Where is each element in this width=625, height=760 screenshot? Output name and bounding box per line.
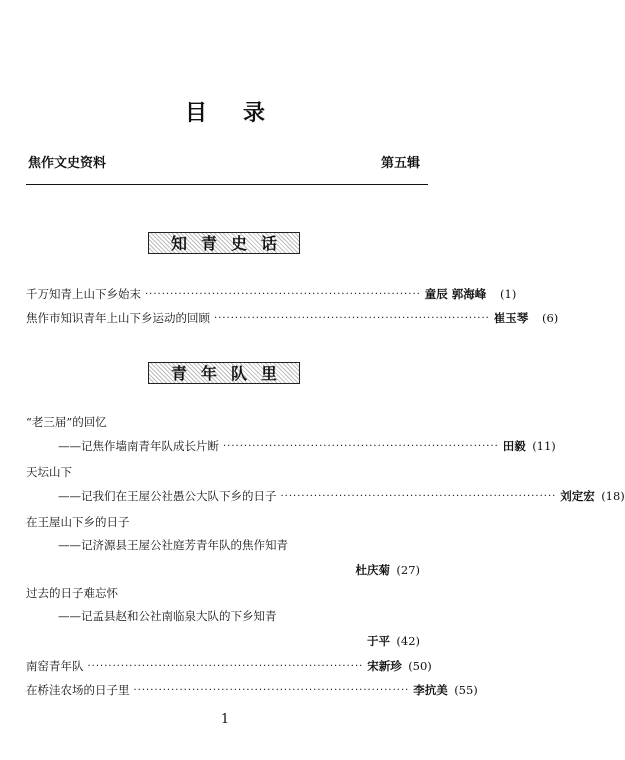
toc-entry[interactable] xyxy=(26,308,559,328)
entry-title[interactable]: “老三届”的回忆 xyxy=(26,415,107,429)
entry-subtitle: ——记我们在王屋公社愚公大队下乡的日子 xyxy=(58,489,277,503)
entry-author: 童辰 郭海峰 xyxy=(424,287,487,301)
entry-page: (11) xyxy=(532,439,556,453)
toc-entry[interactable] xyxy=(26,656,432,676)
entry-title[interactable]: 过去的日子难忘怀 xyxy=(26,586,118,600)
page-number: 1 xyxy=(220,712,230,727)
entry-title[interactable]: 在王屋山下乡的日子 xyxy=(26,515,130,529)
leader-dots: ·································································· xyxy=(280,490,557,502)
section-heading-banner: 青年队里 xyxy=(148,362,300,384)
toc-entry[interactable] xyxy=(26,284,517,304)
entry-author: 刘定宏 xyxy=(560,489,595,503)
leader-dots: ·································································· xyxy=(214,312,490,324)
entry-author: 崔玉琴 xyxy=(493,311,529,325)
entry-page: (42) xyxy=(396,634,420,648)
entry-page: (18) xyxy=(601,489,625,503)
entry-page: (27) xyxy=(396,563,420,577)
entry-title: 千万知青上山下乡始末 xyxy=(26,287,141,301)
entry-title: 在桥洼农场的日子里 xyxy=(26,683,130,697)
section-heading-banner: 知青史话 xyxy=(148,232,300,254)
entry-author: 宋新珍 xyxy=(367,659,402,673)
entry-subtitle: ——记孟县赵和公社南临泉大队的下乡知青 xyxy=(58,609,277,623)
entry-subtitle: ——记焦作墙南青年队成长片断 xyxy=(58,439,219,453)
entry-title: 焦作市知识青年上山下乡运动的回顾 xyxy=(26,311,210,325)
header-divider xyxy=(26,184,428,185)
entry-author: 李抗美 xyxy=(413,683,448,697)
entry-author: 杜庆菊 xyxy=(355,563,390,577)
toc-entry[interactable] xyxy=(58,486,625,506)
entry-title[interactable]: 天坛山下 xyxy=(26,465,72,479)
entry-author: 田毅 xyxy=(502,439,526,453)
entry-page: (55) xyxy=(454,683,478,697)
entry-subtitle: ——记济源县王屋公社庭芳青年队的焦作知青 xyxy=(58,538,288,552)
toc-entry[interactable] xyxy=(58,436,556,456)
leader-dots: ·································································· xyxy=(133,684,410,696)
toc-entry[interactable] xyxy=(26,631,420,651)
page-title: 目录 xyxy=(184,100,301,126)
entry-page: (50) xyxy=(408,659,432,673)
entry-author: 于平 xyxy=(367,634,390,648)
toc-entry[interactable] xyxy=(26,560,420,580)
entry-page: (1) xyxy=(500,287,517,301)
leader-dots: ·································································· xyxy=(145,288,421,300)
entry-title: 南窑青年队 xyxy=(26,659,84,673)
volume-label: 第五辑 xyxy=(380,156,420,171)
entry-page: (6) xyxy=(542,311,559,325)
leader-dots: ·································································· xyxy=(223,440,499,452)
toc-entry[interactable] xyxy=(26,680,478,700)
publication-name: 焦作文史资料 xyxy=(28,156,107,171)
leader-dots: ·································································· xyxy=(87,660,364,672)
